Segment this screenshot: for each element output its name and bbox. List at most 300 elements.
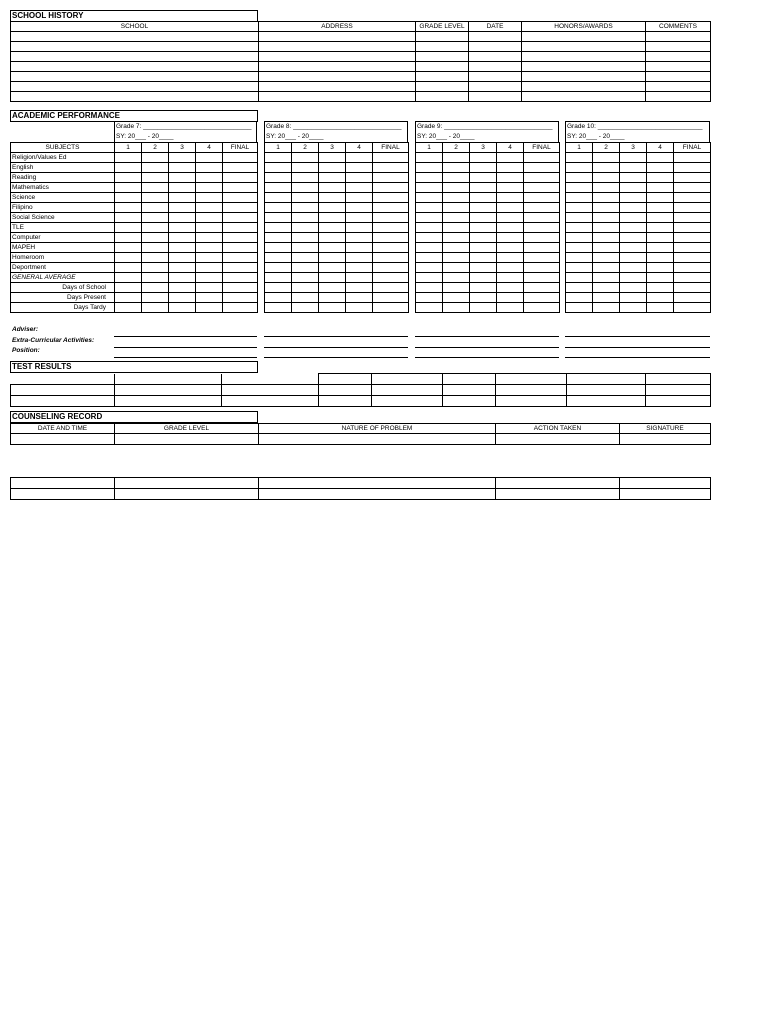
grade-cell[interactable]	[593, 153, 620, 163]
grade-cell[interactable]	[620, 263, 647, 273]
grade-cell[interactable]	[319, 283, 346, 293]
grade-cell[interactable]	[497, 263, 524, 273]
grade-cell[interactable]	[265, 293, 292, 303]
grade-row[interactable]	[115, 243, 258, 253]
grade-cell[interactable]	[674, 163, 711, 173]
grade-cell[interactable]	[647, 193, 674, 203]
grade-cell[interactable]	[223, 163, 258, 173]
grade-cell[interactable]	[223, 223, 258, 233]
table-row[interactable]	[11, 32, 711, 42]
grade-cell[interactable]	[142, 153, 169, 163]
grade-cell[interactable]	[373, 183, 409, 193]
grade-cell[interactable]	[620, 223, 647, 233]
grade-cell[interactable]	[223, 193, 258, 203]
grade-cell[interactable]	[196, 243, 223, 253]
grade-cell[interactable]	[115, 163, 142, 173]
grade-cell[interactable]	[443, 193, 470, 203]
grade-row[interactable]	[416, 193, 560, 203]
grade-cell[interactable]	[524, 193, 560, 203]
grade-cell[interactable]	[647, 273, 674, 283]
grade-cell[interactable]	[593, 283, 620, 293]
grade-cell[interactable]	[265, 193, 292, 203]
grade-cell[interactable]	[223, 273, 258, 283]
grade-cell[interactable]	[416, 293, 443, 303]
grade-cell[interactable]	[196, 173, 223, 183]
grade-cell[interactable]	[196, 193, 223, 203]
grade-cell[interactable]	[292, 273, 319, 283]
grade-cell[interactable]	[223, 173, 258, 183]
grade-cell[interactable]	[497, 223, 524, 233]
grade-cell[interactable]	[416, 223, 443, 233]
grade-cell[interactable]	[647, 153, 674, 163]
grade-cell[interactable]	[674, 213, 711, 223]
grade-cell[interactable]	[443, 283, 470, 293]
grade-cell[interactable]	[524, 263, 560, 273]
fill-in-line[interactable]	[264, 347, 408, 348]
grade-cell[interactable]	[497, 253, 524, 263]
grade-cell[interactable]	[196, 153, 223, 163]
grade-row[interactable]	[265, 283, 409, 293]
grade-cell[interactable]	[674, 193, 711, 203]
grade-cell[interactable]	[265, 253, 292, 263]
grade-cell[interactable]	[292, 223, 319, 233]
grade-cell[interactable]	[169, 283, 196, 293]
grade-cell[interactable]	[566, 233, 593, 243]
grade-cell[interactable]	[169, 253, 196, 263]
grade-cell[interactable]	[265, 283, 292, 293]
table-row[interactable]	[11, 52, 711, 62]
grade-row[interactable]	[115, 303, 258, 313]
grade-cell[interactable]	[416, 273, 443, 283]
grade-cell[interactable]	[292, 183, 319, 193]
grade-cell[interactable]	[292, 303, 319, 313]
grade-cell[interactable]	[142, 243, 169, 253]
grade-cell[interactable]	[169, 163, 196, 173]
grade-cell[interactable]	[647, 163, 674, 173]
grade-cell[interactable]	[416, 283, 443, 293]
grade-cell[interactable]	[196, 253, 223, 263]
grade-cell[interactable]	[319, 193, 346, 203]
grade-cell[interactable]	[470, 173, 497, 183]
grade-cell[interactable]	[319, 233, 346, 243]
grade-cell[interactable]	[620, 213, 647, 223]
grade-row[interactable]	[265, 153, 409, 163]
grade-row[interactable]	[265, 233, 409, 243]
grade-cell[interactable]	[373, 273, 409, 283]
grade-cell[interactable]	[593, 243, 620, 253]
grade-row[interactable]	[566, 273, 711, 283]
fill-in-line[interactable]	[565, 357, 710, 358]
grade-cell[interactable]	[647, 223, 674, 233]
grade-row[interactable]	[265, 263, 409, 273]
grade-cell[interactable]	[196, 163, 223, 173]
grade-cell[interactable]	[346, 163, 373, 173]
grade-cell[interactable]	[593, 253, 620, 263]
grade-row[interactable]	[115, 153, 258, 163]
grade-cell[interactable]	[142, 273, 169, 283]
grade-cell[interactable]	[196, 183, 223, 193]
grade-cell[interactable]	[566, 293, 593, 303]
grade-cell[interactable]	[115, 233, 142, 243]
grade-cell[interactable]	[142, 233, 169, 243]
grade-cell[interactable]	[497, 273, 524, 283]
grade-cell[interactable]	[497, 193, 524, 203]
grade-cell[interactable]	[196, 283, 223, 293]
grade-cell[interactable]	[593, 163, 620, 173]
fill-in-line[interactable]	[415, 357, 559, 358]
table-row[interactable]	[11, 374, 711, 385]
grade-cell[interactable]	[443, 273, 470, 283]
grade-cell[interactable]	[196, 203, 223, 213]
grade-cell[interactable]	[265, 243, 292, 253]
grade-cell[interactable]	[566, 183, 593, 193]
grade-cell[interactable]	[566, 203, 593, 213]
grade-cell[interactable]	[292, 293, 319, 303]
grade-cell[interactable]	[142, 263, 169, 273]
table-row[interactable]	[11, 434, 711, 445]
grade-cell[interactable]	[470, 163, 497, 173]
grade-row[interactable]	[265, 273, 409, 283]
grade-cell[interactable]	[497, 183, 524, 193]
grade-cell[interactable]	[142, 303, 169, 313]
grade-cell[interactable]	[497, 173, 524, 183]
grade-cell[interactable]	[647, 203, 674, 213]
grade-row[interactable]	[265, 183, 409, 193]
grade-cell[interactable]	[373, 293, 409, 303]
fill-in-line[interactable]	[565, 336, 710, 337]
grade-cell[interactable]	[142, 283, 169, 293]
grade-cell[interactable]	[346, 183, 373, 193]
grade-row[interactable]	[566, 253, 711, 263]
grade-cell[interactable]	[470, 293, 497, 303]
grade-cell[interactable]	[593, 233, 620, 243]
grade-cell[interactable]	[647, 243, 674, 253]
grade-cell[interactable]	[346, 243, 373, 253]
grade-cell[interactable]	[142, 193, 169, 203]
grade-cell[interactable]	[647, 263, 674, 273]
grade-cell[interactable]	[524, 213, 560, 223]
grade-cell[interactable]	[115, 303, 142, 313]
grade-cell[interactable]	[566, 253, 593, 263]
grade-cell[interactable]	[319, 163, 346, 173]
fill-in-line[interactable]	[264, 357, 408, 358]
grade-cell[interactable]	[373, 233, 409, 243]
grade-cell[interactable]	[373, 153, 409, 163]
grade-cell[interactable]	[524, 293, 560, 303]
grade-cell[interactable]	[524, 183, 560, 193]
grade-cell[interactable]	[292, 283, 319, 293]
grade-cell[interactable]	[346, 263, 373, 273]
grade-cell[interactable]	[524, 273, 560, 283]
grade-cell[interactable]	[142, 293, 169, 303]
grade-cell[interactable]	[319, 243, 346, 253]
grade-cell[interactable]	[443, 253, 470, 263]
grade-cell[interactable]	[223, 253, 258, 263]
grade-cell[interactable]	[223, 303, 258, 313]
grade-cell[interactable]	[620, 193, 647, 203]
grade-cell[interactable]	[497, 153, 524, 163]
grade-row[interactable]	[566, 303, 711, 313]
grade-cell[interactable]	[524, 163, 560, 173]
grade-cell[interactable]	[115, 203, 142, 213]
grade-cell[interactable]	[620, 273, 647, 283]
fill-in-line[interactable]	[565, 347, 710, 348]
grade-cell[interactable]	[593, 213, 620, 223]
grade-row[interactable]	[416, 153, 560, 163]
grade-cell[interactable]	[416, 263, 443, 273]
grade-cell[interactable]	[265, 173, 292, 183]
table-row[interactable]	[11, 396, 711, 407]
grade-cell[interactable]	[346, 293, 373, 303]
grade-cell[interactable]	[470, 183, 497, 193]
grade-cell[interactable]	[416, 183, 443, 193]
grade-cell[interactable]	[346, 193, 373, 203]
grade-cell[interactable]	[373, 253, 409, 263]
grade-row[interactable]	[265, 213, 409, 223]
fill-in-line[interactable]	[114, 357, 257, 358]
grade-row[interactable]	[265, 293, 409, 303]
grade-cell[interactable]	[593, 273, 620, 283]
grade-cell[interactable]	[265, 233, 292, 243]
grade-cell[interactable]	[674, 273, 711, 283]
table-row[interactable]	[11, 72, 711, 82]
grade-cell[interactable]	[524, 233, 560, 243]
grade-cell[interactable]	[443, 173, 470, 183]
grade-cell[interactable]	[265, 303, 292, 313]
grade-row[interactable]	[416, 173, 560, 183]
fill-in-line[interactable]	[264, 336, 408, 337]
grade-cell[interactable]	[443, 213, 470, 223]
grade-cell[interactable]	[674, 233, 711, 243]
grade-cell[interactable]	[620, 173, 647, 183]
grade-cell[interactable]	[524, 283, 560, 293]
grade-cell[interactable]	[169, 243, 196, 253]
grade-cell[interactable]	[497, 293, 524, 303]
grade-row[interactable]	[566, 173, 711, 183]
grade-cell[interactable]	[265, 153, 292, 163]
grade-cell[interactable]	[223, 153, 258, 163]
grade-cell[interactable]	[470, 193, 497, 203]
grade-cell[interactable]	[142, 213, 169, 223]
grade-cell[interactable]	[566, 303, 593, 313]
grade-cell[interactable]	[620, 243, 647, 253]
grade-cell[interactable]	[524, 173, 560, 183]
grade-row[interactable]	[416, 163, 560, 173]
grade-row[interactable]	[115, 193, 258, 203]
grade-row[interactable]	[416, 243, 560, 253]
grade-row[interactable]	[115, 183, 258, 193]
grade-row[interactable]	[566, 163, 711, 173]
grade-cell[interactable]	[346, 203, 373, 213]
grade-cell[interactable]	[524, 303, 560, 313]
grade-cell[interactable]	[265, 203, 292, 213]
grade-cell[interactable]	[169, 263, 196, 273]
grade-cell[interactable]	[115, 273, 142, 283]
grade-row[interactable]	[115, 213, 258, 223]
grade-cell[interactable]	[292, 163, 319, 173]
grade-cell[interactable]	[470, 203, 497, 213]
grade-cell[interactable]	[620, 283, 647, 293]
grade-cell[interactable]	[292, 233, 319, 243]
grade-row[interactable]	[115, 233, 258, 243]
grade-cell[interactable]	[416, 233, 443, 243]
grade-cell[interactable]	[470, 153, 497, 163]
grade-cell[interactable]	[142, 223, 169, 233]
grade-row[interactable]	[416, 253, 560, 263]
grade-cell[interactable]	[319, 253, 346, 263]
grade-row[interactable]	[115, 273, 258, 283]
grade-cell[interactable]	[373, 263, 409, 273]
grade-cell[interactable]	[593, 223, 620, 233]
grade-cell[interactable]	[346, 283, 373, 293]
grade-row[interactable]	[265, 223, 409, 233]
grade-cell[interactable]	[443, 303, 470, 313]
grade-cell[interactable]	[223, 233, 258, 243]
grade-cell[interactable]	[416, 213, 443, 223]
grade-cell[interactable]	[416, 163, 443, 173]
grade-cell[interactable]	[566, 223, 593, 233]
grade-cell[interactable]	[674, 183, 711, 193]
grade-cell[interactable]	[524, 253, 560, 263]
table-row[interactable]	[11, 82, 711, 92]
grade-cell[interactable]	[223, 293, 258, 303]
grade-row[interactable]	[566, 183, 711, 193]
grade-cell[interactable]	[647, 213, 674, 223]
grade-cell[interactable]	[647, 303, 674, 313]
grade-row[interactable]	[265, 303, 409, 313]
grade-row[interactable]	[566, 193, 711, 203]
grade-cell[interactable]	[169, 273, 196, 283]
grade-cell[interactable]	[373, 303, 409, 313]
grade-cell[interactable]	[497, 243, 524, 253]
grade-cell[interactable]	[319, 223, 346, 233]
grade-row[interactable]	[416, 233, 560, 243]
grade-cell[interactable]	[223, 263, 258, 273]
grade-cell[interactable]	[674, 223, 711, 233]
grade-cell[interactable]	[346, 233, 373, 243]
grade-cell[interactable]	[265, 273, 292, 283]
grade-cell[interactable]	[169, 293, 196, 303]
grade-cell[interactable]	[620, 203, 647, 213]
grade-cell[interactable]	[265, 183, 292, 193]
grade-row[interactable]	[265, 243, 409, 253]
grade-cell[interactable]	[292, 213, 319, 223]
grade-cell[interactable]	[319, 293, 346, 303]
grade-cell[interactable]	[443, 203, 470, 213]
grade-cell[interactable]	[196, 303, 223, 313]
grade-cell[interactable]	[115, 183, 142, 193]
grade-cell[interactable]	[443, 263, 470, 273]
grade-cell[interactable]	[346, 223, 373, 233]
grade-cell[interactable]	[169, 303, 196, 313]
grade-cell[interactable]	[674, 303, 711, 313]
grade-cell[interactable]	[223, 183, 258, 193]
grade-cell[interactable]	[566, 163, 593, 173]
grade-cell[interactable]	[292, 243, 319, 253]
grade-cell[interactable]	[674, 173, 711, 183]
grade-cell[interactable]	[265, 163, 292, 173]
grade-cell[interactable]	[470, 243, 497, 253]
grade-cell[interactable]	[470, 303, 497, 313]
grade-cell[interactable]	[142, 203, 169, 213]
grade-cell[interactable]	[265, 223, 292, 233]
grade-cell[interactable]	[142, 183, 169, 193]
grade-cell[interactable]	[373, 203, 409, 213]
grade-cell[interactable]	[620, 153, 647, 163]
grade-cell[interactable]	[319, 153, 346, 163]
grade-cell[interactable]	[443, 233, 470, 243]
grade-cell[interactable]	[115, 243, 142, 253]
fill-in-line[interactable]	[114, 347, 257, 348]
grade-cell[interactable]	[524, 153, 560, 163]
grade-cell[interactable]	[620, 233, 647, 243]
grade-cell[interactable]	[373, 163, 409, 173]
grade-cell[interactable]	[373, 223, 409, 233]
grade-cell[interactable]	[416, 193, 443, 203]
grade-cell[interactable]	[443, 153, 470, 163]
grade-cell[interactable]	[169, 153, 196, 163]
grade-cell[interactable]	[115, 263, 142, 273]
grade-row[interactable]	[115, 163, 258, 173]
grade-cell[interactable]	[196, 273, 223, 283]
grade-row[interactable]	[416, 263, 560, 273]
table-row[interactable]	[11, 489, 711, 500]
grade-cell[interactable]	[674, 253, 711, 263]
grade-row[interactable]	[416, 213, 560, 223]
grade-cell[interactable]	[674, 203, 711, 213]
grade-cell[interactable]	[566, 193, 593, 203]
grade-cell[interactable]	[647, 283, 674, 293]
grade-row[interactable]	[265, 193, 409, 203]
grade-cell[interactable]	[566, 173, 593, 183]
grade-cell[interactable]	[292, 193, 319, 203]
grade-row[interactable]	[416, 223, 560, 233]
grade-cell[interactable]	[647, 253, 674, 263]
grade-row[interactable]	[265, 173, 409, 183]
grade-cell[interactable]	[346, 173, 373, 183]
grade-cell[interactable]	[470, 223, 497, 233]
grade-cell[interactable]	[292, 263, 319, 273]
grade-cell[interactable]	[292, 153, 319, 163]
grade-cell[interactable]	[346, 303, 373, 313]
grade-cell[interactable]	[115, 173, 142, 183]
grade-row[interactable]	[566, 213, 711, 223]
grade-row[interactable]	[416, 183, 560, 193]
grade-cell[interactable]	[223, 203, 258, 213]
grade-row[interactable]	[115, 173, 258, 183]
grade-cell[interactable]	[566, 243, 593, 253]
grade-cell[interactable]	[620, 163, 647, 173]
grade-cell[interactable]	[169, 183, 196, 193]
grade-cell[interactable]	[416, 253, 443, 263]
grade-cell[interactable]	[470, 253, 497, 263]
grade-cell[interactable]	[674, 153, 711, 163]
grade-cell[interactable]	[115, 193, 142, 203]
grade-row[interactable]	[115, 203, 258, 213]
grade-row[interactable]	[416, 293, 560, 303]
grade-cell[interactable]	[593, 263, 620, 273]
grade-row[interactable]	[416, 273, 560, 283]
grade-cell[interactable]	[196, 223, 223, 233]
grade-cell[interactable]	[319, 263, 346, 273]
grade-cell[interactable]	[524, 223, 560, 233]
grade-row[interactable]	[115, 293, 258, 303]
grade-cell[interactable]	[674, 243, 711, 253]
grade-cell[interactable]	[620, 183, 647, 193]
grade-row[interactable]	[115, 263, 258, 273]
grade-cell[interactable]	[169, 173, 196, 183]
grade-cell[interactable]	[593, 173, 620, 183]
